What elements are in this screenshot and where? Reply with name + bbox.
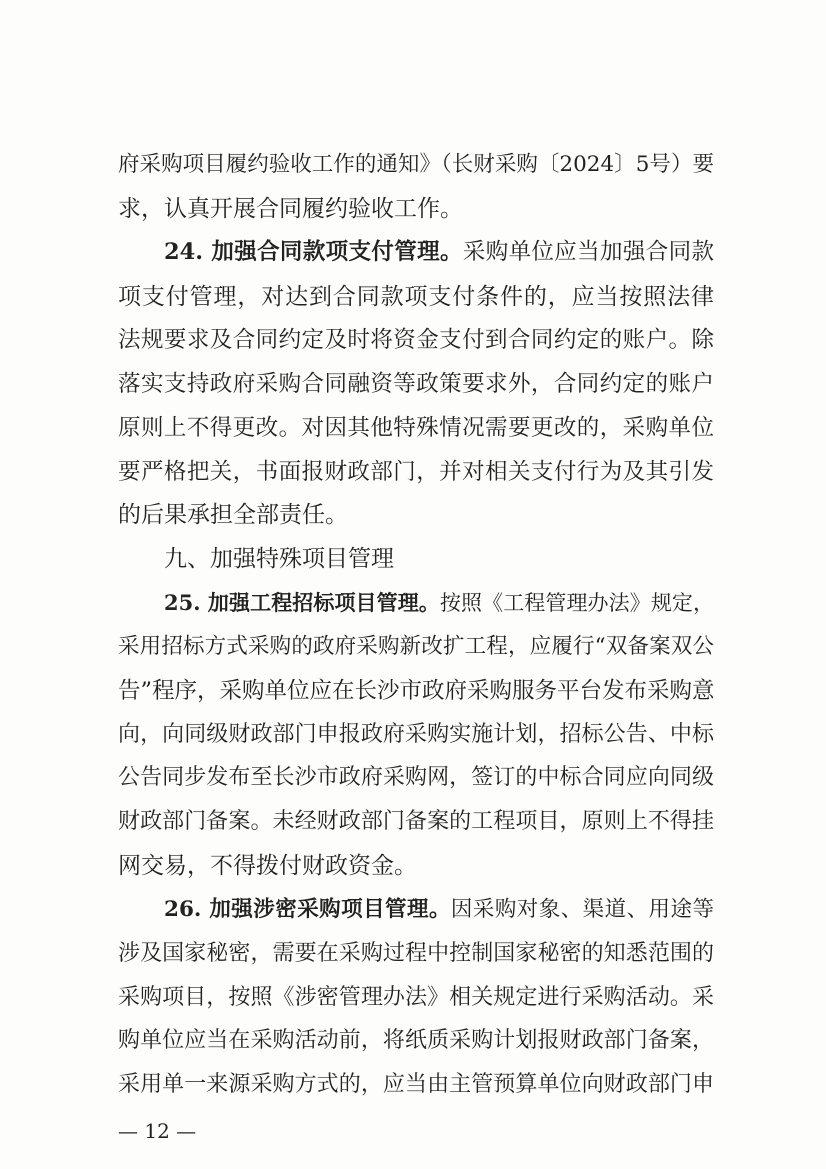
text-line: 的后果承担全部责任。: [118, 502, 348, 528]
item-heading: 24. 加强合同款项支付管理。: [164, 239, 463, 265]
text-line: 购单位应当在采购活动前，将纸质采购计划报财政部门备案，: [118, 1028, 714, 1053]
text-line: 项支付管理，对达到合同款项支付条件的，应当按照法律: [118, 284, 714, 310]
section-24-heading-line: 24. 加强合同款项支付管理。采购单位应当加强合同款: [164, 239, 714, 265]
section-26-heading-line: 26. 加强涉密采购项目管理。因采购对象、渠道、用途等: [164, 897, 714, 922]
text-line: 求，认真开展合同履约验收工作。: [118, 196, 463, 222]
text-line: 府采购项目履约验收工作的通知》（长财采购〔2024〕5号）要: [118, 152, 714, 177]
text-line: 网交易，不得拨付财政资金。: [118, 853, 417, 879]
text-line: 财政部门备案。未经财政部门备案的工程项目，原则上不得挂: [118, 809, 714, 834]
text-line: 采用招标方式采购的政府采购新改扩工程，应履行“双备案双公: [118, 634, 714, 659]
text-line: 落实支持政府采购合同融资等政策要求外，合同约定的账户: [118, 371, 714, 397]
text-line: 告”程序，采购单位应在长沙市政府采购服务平台发布采购意: [118, 678, 715, 704]
section-heading: 九、加强特殊项目管理: [164, 546, 394, 572]
section-25-heading-line: 25. 加强工程招标项目管理。按照《工程管理办法》规定，: [164, 590, 714, 615]
text-line: 原则上不得更改。对因其他特殊情况需要更改的，采购单位: [118, 415, 714, 441]
text-line: 采用单一来源采购方式的，应当由主管预算单位向财政部门申: [118, 1072, 714, 1097]
text-line: 法规要求及合同约定及时将资金支付到合同约定的账户。除: [118, 327, 714, 353]
item-heading: 26. 加强涉密采购项目管理。: [164, 897, 451, 922]
text-line: 公告同步发布至长沙市政府采购网，签订的中标合同应向同级: [118, 765, 714, 790]
text-line: 要严格把关，书面报财政部门，并对相关支付行为及其引发: [118, 459, 714, 485]
text-line: 向，向同级财政部门申报政府采购实施计划，招标公告、中标: [118, 722, 714, 747]
item-heading: 25. 加强工程招标项目管理。: [164, 590, 440, 615]
text-line: 采购项目，按照《涉密管理办法》相关规定进行采购活动。采: [118, 985, 714, 1010]
page-number: — 12 —: [118, 1119, 197, 1143]
text-line: 涉及国家秘密，需要在采购过程中控制国家秘密的知悉范围的: [118, 941, 714, 966]
